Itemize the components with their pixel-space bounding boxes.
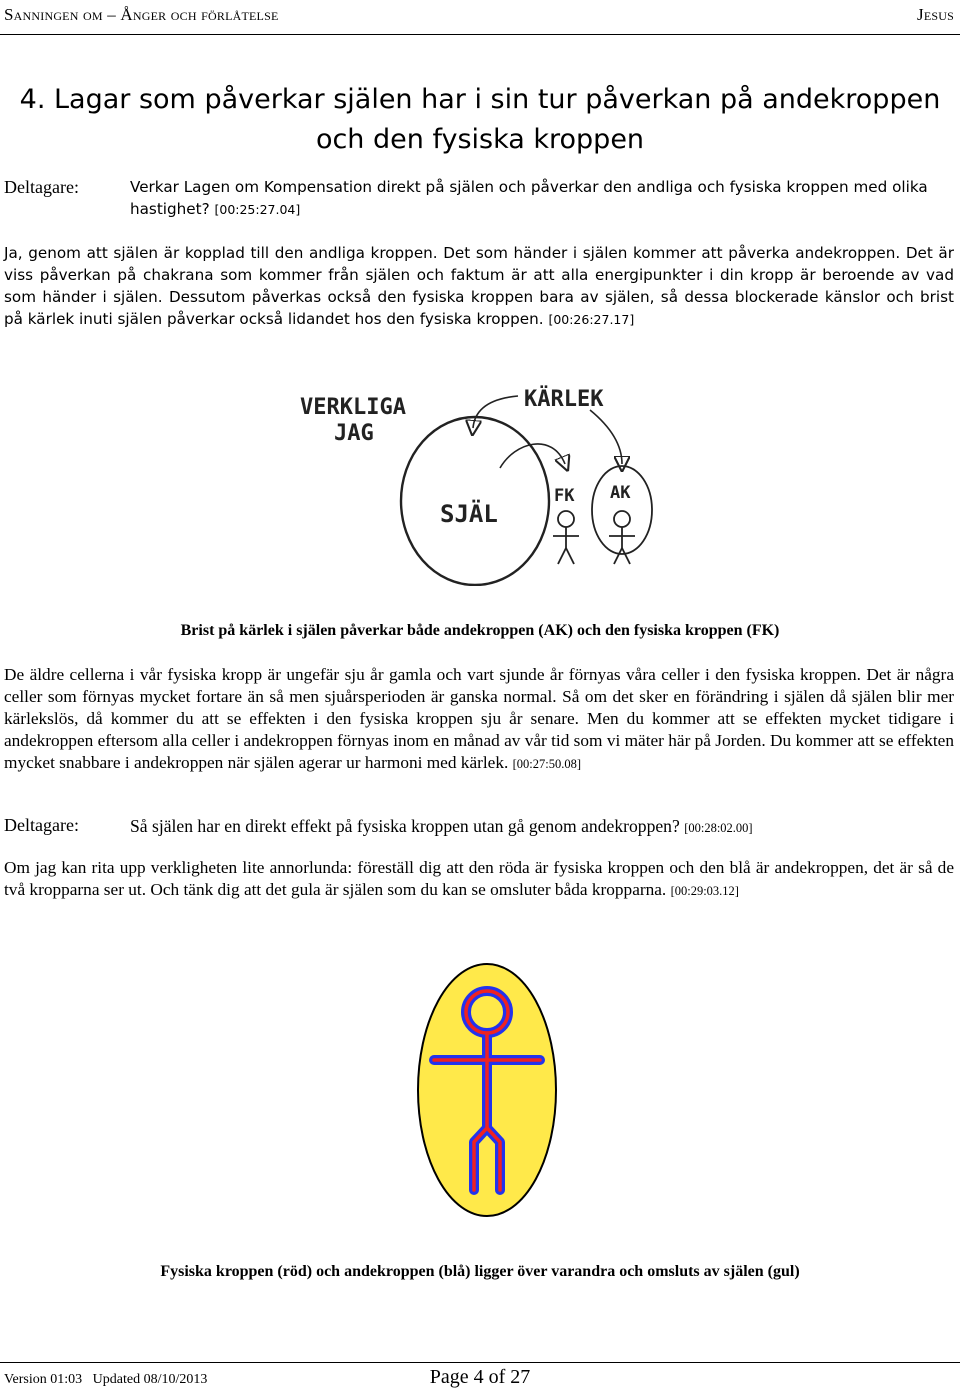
real-self-label-1: VERKLIGA	[300, 395, 406, 420]
love-label: KÄRLEK	[524, 387, 604, 412]
page-number: Page 4 of 27	[429, 1366, 531, 1388]
ak-label: AK	[610, 483, 631, 503]
paragraph-cells-text: De äldre cellerna i vår fysiska kropp är ungefär sju år gamla och vart sjunde år förnyas våra celler i den fysiska kroppen. Det är några celler som förnyas mycket fortare än så men sjuårsperioden är ganska normal. Så om det sker en förändring i själen då själen blir mer kärlekslös, då kommer du att se effekten i den fysiska kroppen sju år senare. Men du kommer att se effekten mycket tidigare i andekroppen eftersom alla celler i andekroppen förnyas inom en månad av vår tid som vi mäter här på Jorden. Du kommer att se effekten mycket snabbare i andekroppen när själen agerar ur harmoni med kärlek.	[4, 665, 954, 772]
answer-1-line-2: viss påverkan på chakrana som kommer från själen och faktum är att alla energipunkter i din kropp är beroende av vad	[4, 266, 954, 284]
paragraph-cells	[4, 664, 954, 775]
question-1	[130, 176, 954, 221]
figure-2-caption: Fysiska kroppen (röd) och andekroppen (blå) ligger över varandra och omsluts av själen (gul)	[160, 1263, 800, 1280]
figure-1-caption: Brist på kärlek i själen påverkar både andekroppen (AK) och den fysiska kroppen (FK)	[180, 622, 780, 639]
running-header-title: Sanningen om – Ånger och förlåtelse	[4, 5, 279, 24]
soul-label: SJÄL	[440, 500, 498, 528]
fk-stick-figure	[553, 511, 579, 564]
question-2-timestamp: [00:28:02.00]	[684, 821, 753, 835]
paragraph-drawing-timestamp: [00:29:03.12]	[670, 884, 739, 898]
question-2	[130, 815, 954, 839]
paragraph-cells-timestamp: [00:27:50.08]	[512, 757, 582, 771]
love-arrow-to-ak	[590, 410, 622, 464]
bodies-in-soul-drawing	[412, 960, 562, 1220]
answer-1-timestamp: [00:26:27.17]	[548, 312, 635, 327]
question-2-text: Så själen har en direkt effekt på fysiska kroppen utan gå genom andekroppen?	[130, 816, 680, 836]
footer-rule	[0, 1362, 960, 1363]
participant-label: Deltagare:	[4, 177, 79, 197]
love-arrow-to-soul	[473, 396, 518, 428]
header-rule	[0, 34, 960, 35]
soul-love-sketch	[290, 376, 670, 586]
version-text: Version 01:03	[4, 1372, 83, 1387]
paragraph-drawing-text: Om jag kan rita upp verkligheten lite annorlunda: föreställ dig att den röda är fysiska kroppen och den blå är andekroppen, det är så de två kropparna ser ut. Och tänk dig att det gula är själen som du kan se omsluter båda kropparna.	[4, 858, 954, 899]
paragraph-drawing	[4, 857, 954, 902]
question-1-timestamp: [00:25:27.04]	[214, 202, 301, 217]
fk-label: FK	[554, 486, 575, 506]
answer-1-line-3: som händer i själen. Dessutom påverkas också den fysiska kroppen bara av själen, så dessa blockerade känslor och brist	[4, 288, 954, 306]
question-1-text: Verkar Lagen om Kompensation direkt på själen och påverkar den andliga och fysiska kroppen med olika hastighet?	[130, 178, 928, 218]
ak-stick-figure	[609, 511, 635, 564]
participant-label-2: Deltagare:	[4, 815, 79, 835]
section-title: 4. Lagar som påverkar själen har i sin tur påverkan på andekroppen och den fysiska kroppen	[19, 84, 941, 155]
running-header-author: Jesus	[917, 5, 954, 24]
real-self-label-2: JAG	[334, 421, 374, 446]
answer-1-line-4	[4, 308, 954, 331]
answer-1-line-1: Ja, genom att själen är kopplad till den andliga kroppen. Det som händer i själen kommer att påverka andekroppen. Det är	[4, 244, 954, 262]
updated-text: Updated 08/10/2013	[92, 1372, 208, 1387]
answer-1-line-4-text: på kärlek inuti själen påverkar också lidandet hos den fysiska kroppen.	[4, 310, 544, 328]
